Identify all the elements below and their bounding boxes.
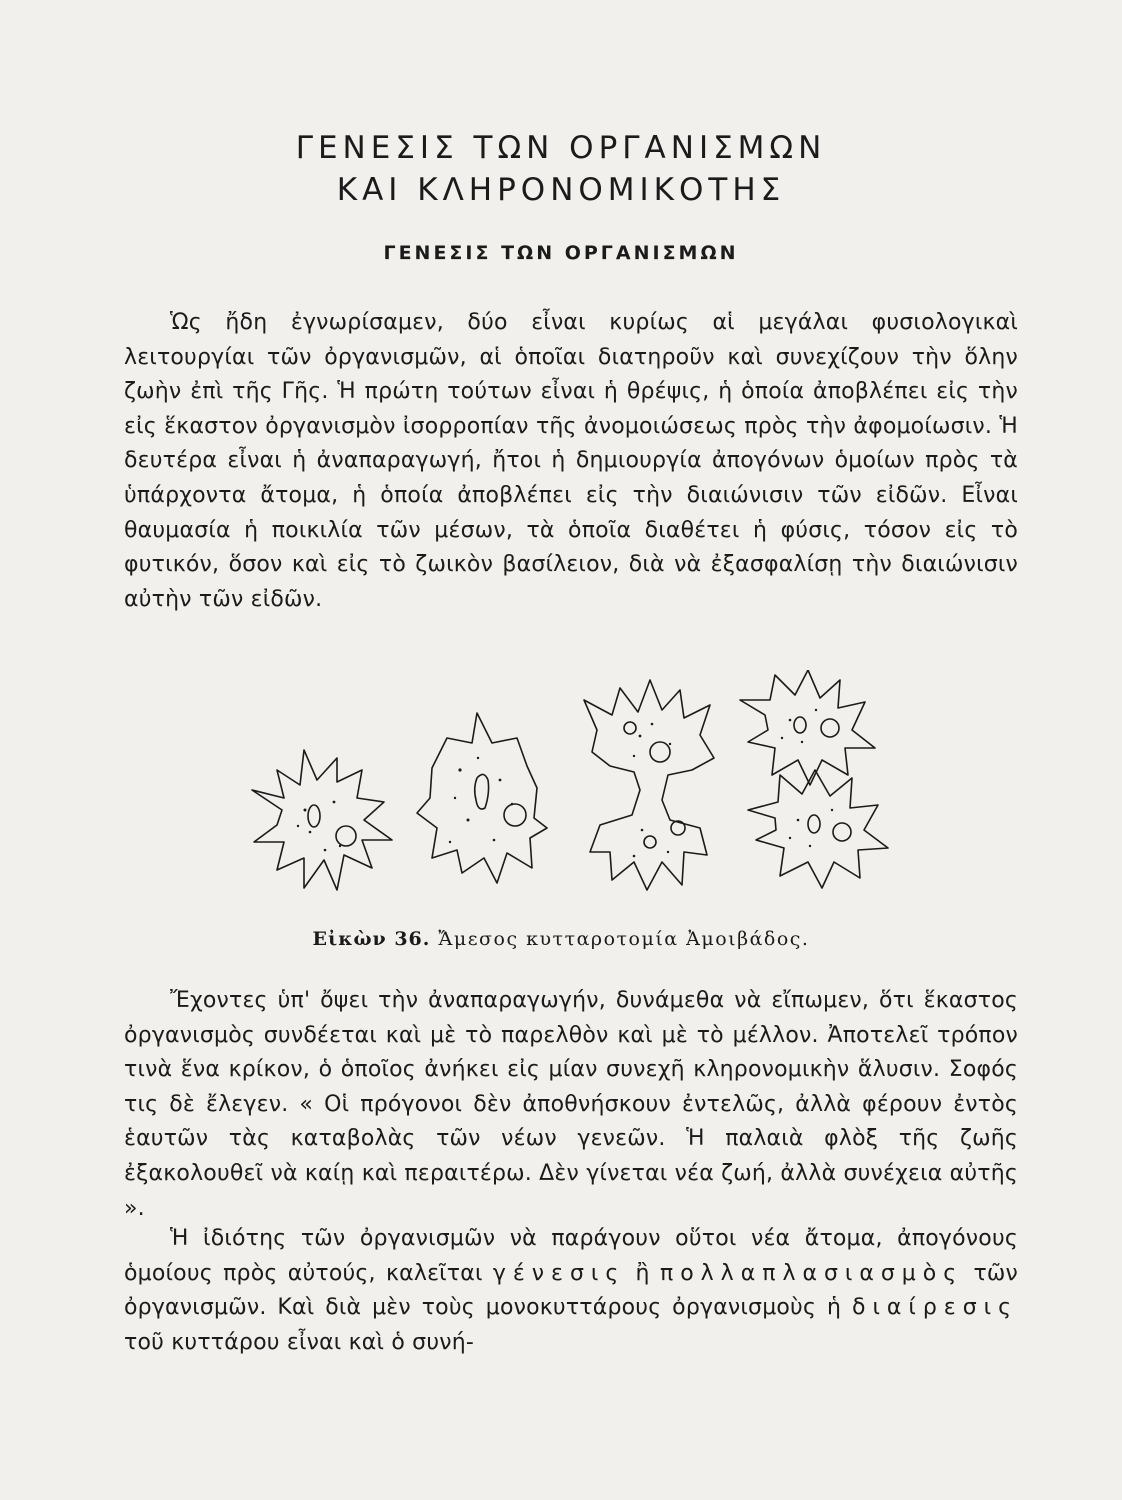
term-division: διαίρεσις <box>851 1295 1018 1321</box>
paragraph-1: Ὡς ἤδη ἐγνωρίσαμεν, δύο εἶναι κυρίως αἱ μεγάλαι φυσιολογικαὶ λειτουργίαι τῶν ὀργανισμῶν, αἱ ὁποῖαι διατηροῦν καὶ συνεχίζουν τὴν ὅλην ζωὴν ἐπὶ τῆς Γῆς. Ἡ πρώτη τούτων εἶναι ἡ θρέψις, ἡ ὁποία ἀποβλέπει εἰς τὴν εἰς ἕκαστον ὀργανισμὸν ἰσορροπίαν τῆς ἀνομοιώσεως πρὸς τὴν ἀφομοίωσιν. Ἡ δευτέρα εἶναι ἡ ἀναπαραγωγή, ἤτοι ἡ δημιουργία ἀπογόνων ὁμοίων πρὸς τὰ ὑπάρχοντα ἄτομα, ἡ ὁποία ἀποβλέπει εἰς τὴν διαιώνισιν τῶν εἰδῶν. Εἶναι θαυμασία ἡ ποικιλία τῶν μέσων, τὰ ὁποῖα διαθέτει ἡ φύσις, τόσον εἰς τὸ φυτικόν, ὅσον καὶ εἰς τὸ ζωικὸν βασίλειον, διὰ νὰ ἐξασφαλίσῃ τὴν διαιώνισιν αὐτὴν τῶν εἰδῶν. <box>124 310 1018 612</box>
amoeba-illustration <box>250 670 900 900</box>
amoeba-3 <box>740 670 875 785</box>
figure-caption-text: Ἄμεσος κυτταροτομία Ἀμοιβάδος. <box>438 928 810 950</box>
amoeba-1 <box>252 750 392 890</box>
amoeba-division-figure <box>250 670 900 900</box>
paragraph-3-part-2: ἢ <box>635 1260 650 1286</box>
amoeba-4 <box>748 770 888 888</box>
amoeba-2 <box>417 713 547 883</box>
figure-caption <box>0 928 1122 950</box>
figure-label: Εἰκὼν 36. <box>312 928 431 950</box>
paragraph-3-part-4: τοῦ κυττάρου εἶναι καὶ ὁ συνή- <box>124 1329 475 1355</box>
paragraph-3 <box>124 1222 1018 1360</box>
paragraph-3-part-1: Ἡ ἰδιότης τῶν ὀργανισμῶν νὰ παράγουν οὕτοι νέα ἄτομα, ἀπογόνους ὁμοίους πρὸς αὐτούς, καλεῖται <box>124 1226 1018 1286</box>
term-multiplication: πολλαπλασιασμὸς <box>659 1260 964 1286</box>
page-title-line-2: ΚΑΙ ΚΛΗΡΟΝΟΜΙΚΟΤΗΣ <box>336 172 786 208</box>
amoeba-dividing <box>584 680 714 890</box>
paragraph-2: Ἔχοντες ὑπ' ὄψει τὴν ἀναπαραγωγήν, δυνάμεθα νὰ εἴπωμεν, ὅτι ἕκαστος ὀργανισμὸς συνδέεται καὶ μὲ τὸ παρελθὸν καὶ μὲ τὸ μέλλον. Ἀποτελεῖ τρόπον τινὰ ἕνα κρίκον, ὁ ὁποῖος ἀνήκει εἰς μίαν συνεχῆ κληρονομικὴν ἅλυσιν. Σοφός τις δὲ ἔλεγεν. « Οἱ πρόγονοι δὲν ἀποθνήσκουν ἐντελῶς, ἀλλὰ φέρουν ἐντὸς ἑαυτῶν τὰς καταβολὰς τῶν νέων γενεῶν. Ἡ παλαιὰ φλὸξ τῆς ζωῆς ἐξακολουθεῖ νὰ καίῃ καὶ περαιτέρω. Δὲν γίνεται νέα ζωή, ἀλλὰ συνέχεια αὐτῆς ». <box>124 988 1018 1221</box>
section-title: ΓΕΝΕΣΙΣ ΤΩΝ ΟΡΓΑΝΙΣΜΩΝ <box>383 242 739 264</box>
cytoplasm-granules <box>297 709 833 858</box>
paragraph-3-part-3: τῶν ὀργανισμῶν. Καὶ διὰ μὲν τοὺς μονοκυττάρους ὀργανισμοὺς ἡ <box>124 1260 1018 1321</box>
term-genesis: γένεσις <box>492 1260 626 1286</box>
page-title-line-1: ΓΕΝΕΣΙΣ ΤΩΝ ΟΡΓΑΝΙΣΜΩΝ <box>295 130 827 166</box>
